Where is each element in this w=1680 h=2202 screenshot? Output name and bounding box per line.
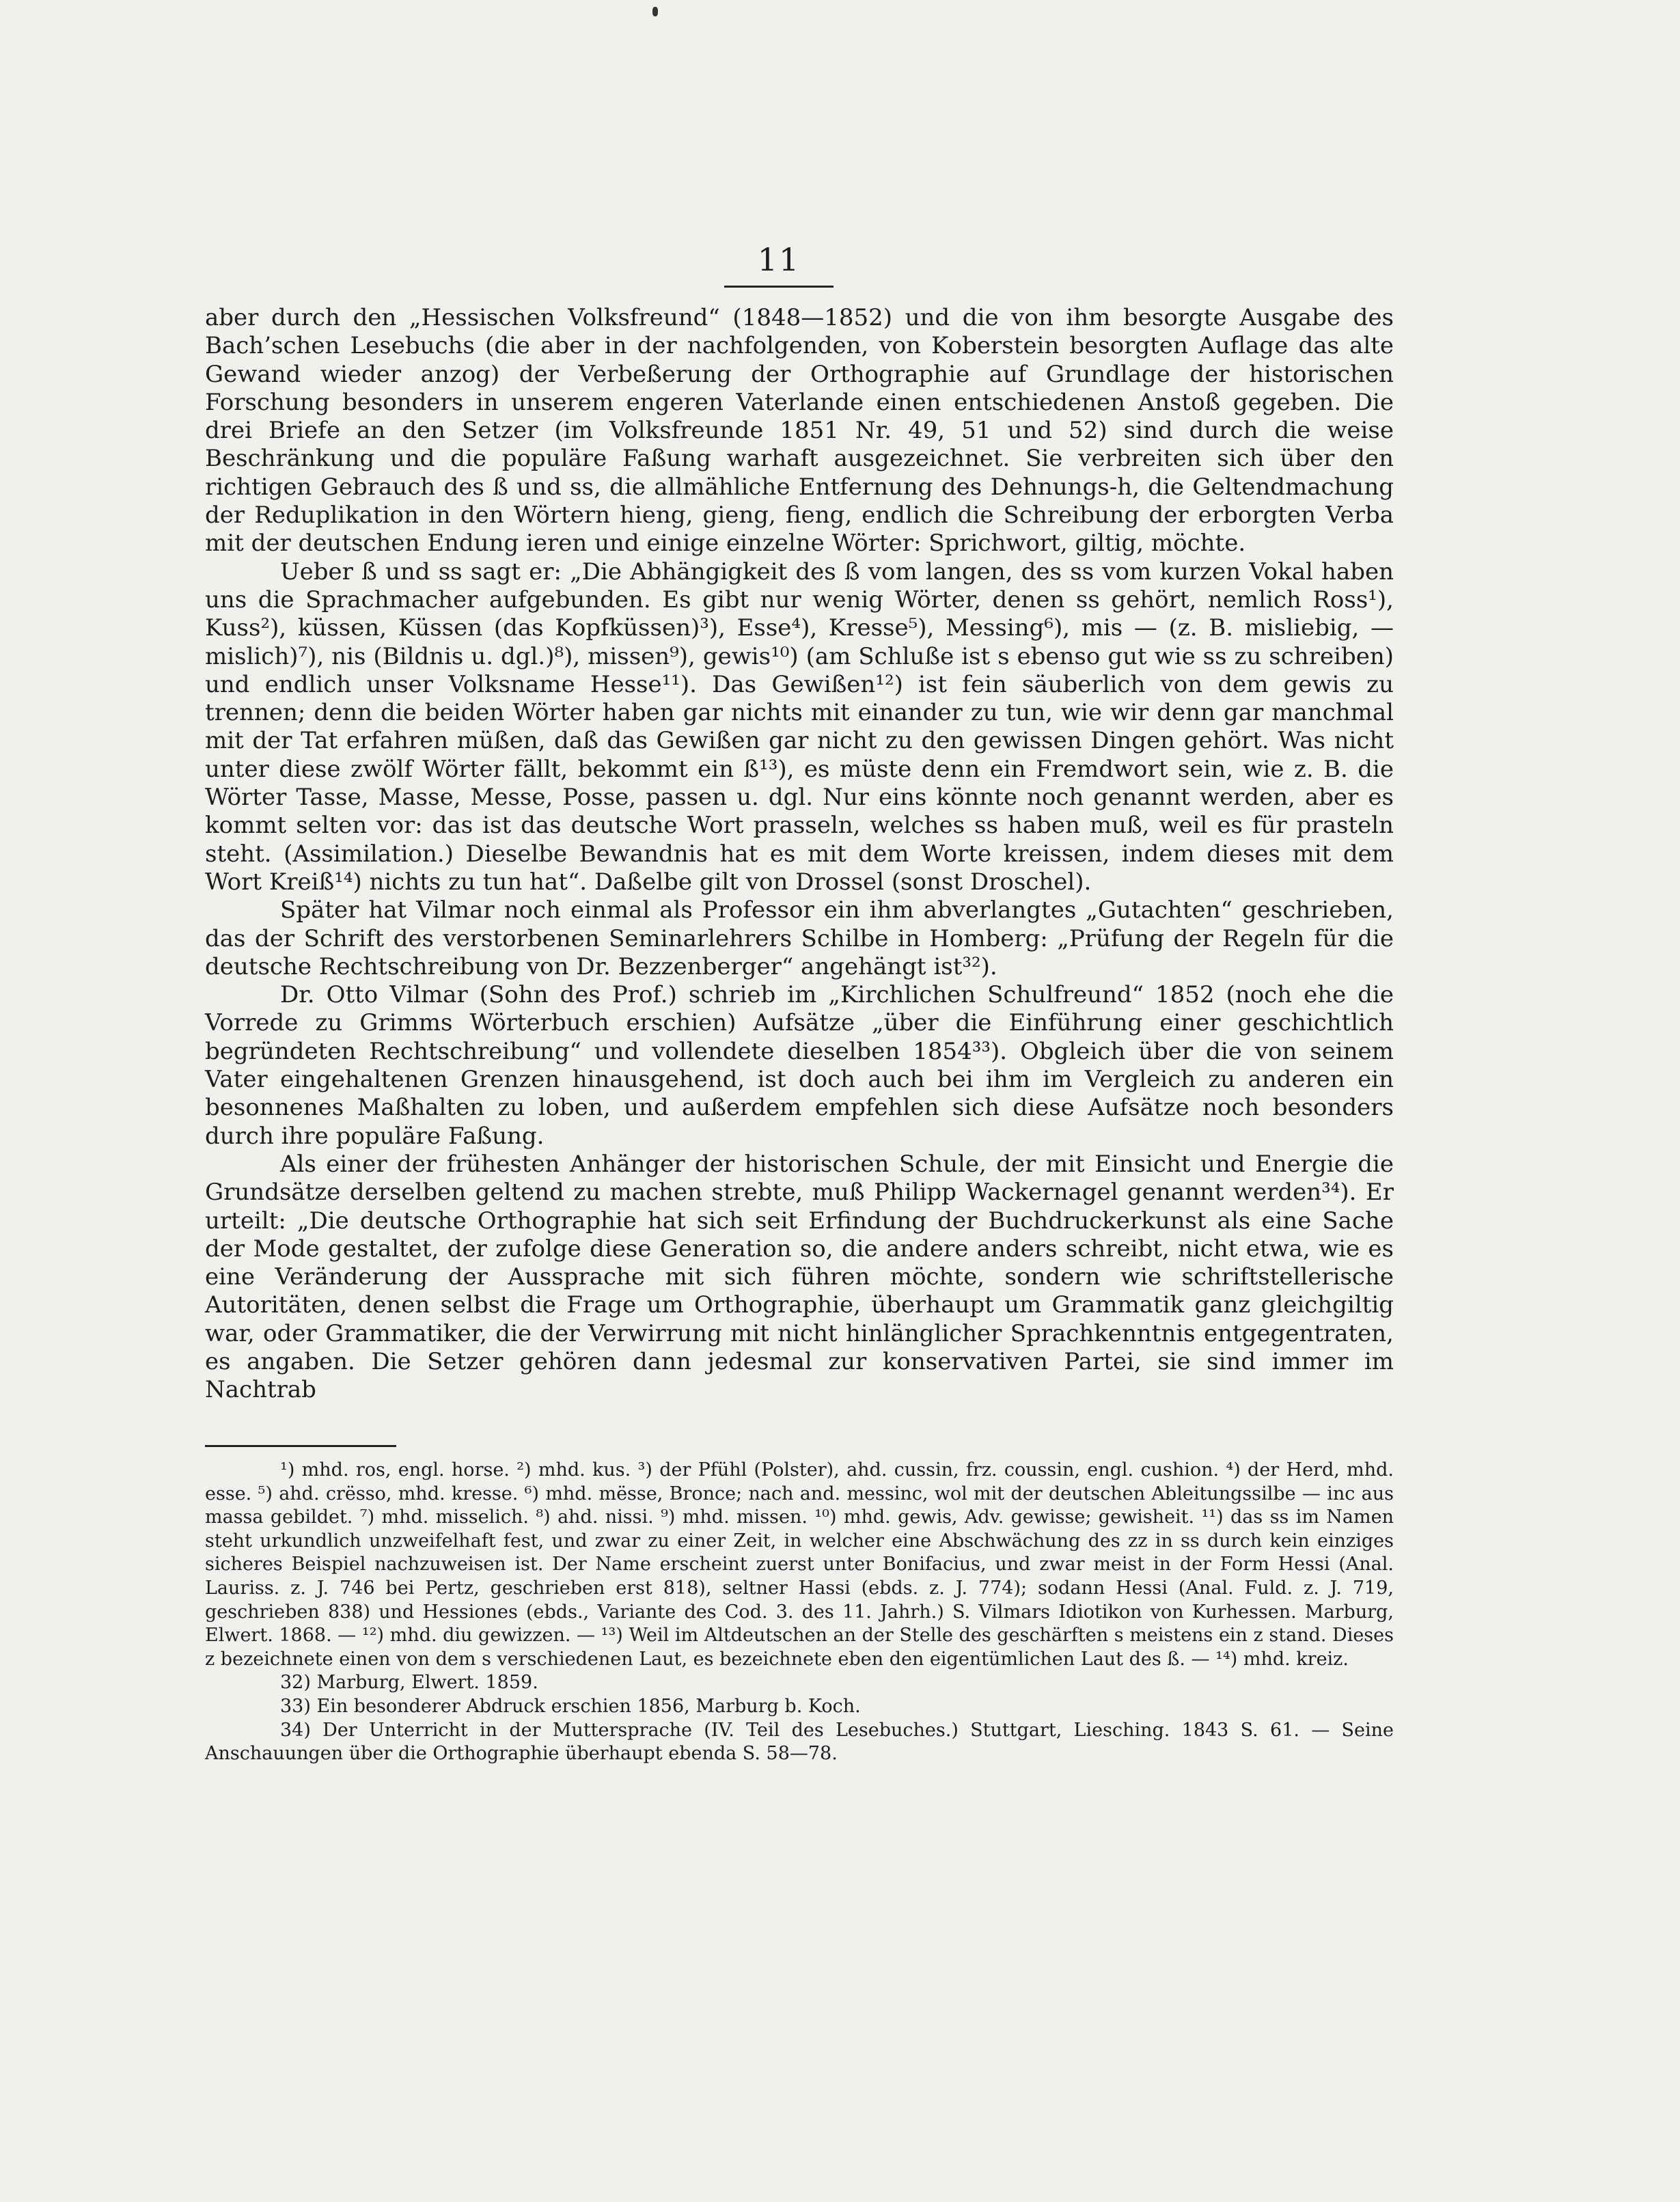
footnotes: [205, 1459, 1394, 1766]
footnote-32: 32) Marburg, Elwert. 1859.: [280, 1672, 538, 1694]
page-number: 11: [757, 241, 801, 278]
ink-speck: [652, 7, 658, 16]
paragraph-3: Später hat Vilmar noch einmal als Professor ein ihm abverlangtes „Gutachten“ geschrieben, das der Schrift des verstorbenen Seminarlehrers Schilbe in Homberg: „Prüfung der Regeln für die deutsche Rechtschreibung von Dr. Bezzenberger“ angehängt ist³²).: [205, 896, 1394, 980]
paragraph-4: Dr. Otto Vilmar (Sohn des Prof.) schrieb im „Kirchlichen Schulfreund“ 1852 (noch ehe die Vorrede zu Grimms Wörterbuch erschien) Aufsätze „über die Einführung einer geschichtlich begründeten Rechtschreibung“ und vollendete dieselben 1854³³). Obgleich über die von seinem Vater eingehaltenen Grenzen hinausgehend, ist doch auch bei ihm im Vergleich zu anderen ein besonnenes Maßhalten zu loben, und außerdem empfehlen sich diese Aufsätze noch besonders durch ihre populäre Faßung.: [205, 981, 1394, 1150]
footnote-block-1-14: ¹) mhd. ros, engl. horse. ²) mhd. kus. ³) der Pfühl (Polster), ahd. cussin, frz. coussin, engl. cushion. ⁴) der Herd, mhd. esse. ⁵) ahd. crësso, mhd. kresse. ⁶) mhd. mësse, Bronce; nach and. messinc, wol mit der deutschen Ableitungssilbe — inc aus massa gebildet. ⁷) mhd. misselich. ⁸) ahd. nissi. ⁹) mhd. missen. ¹⁰) mhd. gewis, Adv. gewisse; gewisheit. ¹¹) das ss im Namen steht urkundlich unzweifelhaft fest, und zwar zu einer Zeit, in welcher eine Abschwächung des zz in ss durch kein einziges sicheres Beispiel nachzuweisen ist. Der Name erscheint zuerst unter Bonifacius, und zwar meist in der Form Hessi (Anal. Lauriss. z. J. 746 bei Pertz, geschrieben erst 818), seltner Hassi (ebds. z. J. 774); sodann Hessi (Anal. Fuld. z. J. 719, geschrieben 838) und Hessiones (ebds., Variante des Cod. 3. des 11. Jahrh.) S. Vilmars Idiotikon von Kurhessen. Marburg, Elwert. 1868. — ¹²) mhd. diu gewizzen. — ¹³) Weil im Altdeutschen an der Stelle des geschärften s meistens ein z stand. Dieses z bezeichnete einen von dem s verschiedenen Laut, es bezeichnete eben den eigentümlichen Laut des ß. — ¹⁴) mhd. kreiz.: [205, 1459, 1394, 1670]
footnote-separator: [205, 1445, 396, 1447]
footnote-34: 34) Der Unterricht in der Muttersprache (IV. Teil des Lesebuches.) Stuttgart, Liesching. 1843 S. 61. — Seine Anschauungen über die Orthographie überhaupt ebenda S. 58—78.: [205, 1719, 1394, 1765]
page-number-rule: [724, 286, 834, 288]
paragraph-5: Als einer der frühesten Anhänger der historischen Schule, der mit Einsicht und Energie die Grundsätze derselben geltend zu machen strebte, muß Philipp Wackernagel genannt werden³⁴). Er urteilt: „Die deutsche Orthographie hat sich seit Erfindung der Buchdruckerkunst als eine Sache der Mode gestaltet, der zufolge diese Generation so, die andere anders schreibt, nicht etwa, wie es eine Veränderung der Aussprache mit sich führen möchte, sondern wie schriftstellerische Autoritäten, denen selbst die Frage um Orthographie, überhaupt um Grammatik ganz gleichgiltig war, oder Grammatiker, die der Verwirrung mit nicht hinlänglicher Sprachkenntnis entgegentraten, es angaben. Die Setzer gehören dann jedesmal zur konservativen Partei, sie sind immer im Nachtrab: [205, 1150, 1394, 1404]
main-text: [205, 304, 1394, 1405]
paragraph-1: aber durch den „Hessischen Volksfreund“ (1848—1852) und die von ihm besorgte Ausgabe des Bach’schen Lesebuchs (die aber in der nachfolgenden, von Koberstein besorgten Auflage das alte Gewand wieder anzog) der Verbeßerung der Orthographie auf Grundlage der historischen Forschung besonders in unserem engeren Vaterlande einen entschiedenen Anstoß gegeben. Die drei Briefe an den Setzer (im Volksfreunde 1851 Nr. 49, 51 und 52) sind durch die weise Beschränkung und die populäre Faßung warhaft ausgezeichnet. Sie verbreiten sich über den richtigen Gebrauch des ß und ss, die allmähliche Entfernung des Dehnungs-h, die Geltendmachung der Reduplikation in den Wörtern hieng, gieng, fieng, endlich die Schreibung der erborgten Verba mit der deutschen Endung ieren und einige einzelne Wörter: Sprichwort, giltig, möchte.: [205, 304, 1394, 558]
footnote-33: 33) Ein besonderer Abdruck erschien 1856, Marburg b. Koch.: [280, 1695, 861, 1717]
paragraph-2: Ueber ß und ss sagt er: „Die Abhängigkeit des ß vom langen, des ss vom kurzen Vokal haben uns die Sprachmacher aufgebunden. Es gibt nur wenig Wörter, denen ss gehört, nemlich Ross¹), Kuss²), küssen, Küssen (das Kopfküssen)³), Esse⁴), Kresse⁵), Messing⁶), mis — (z. B. misliebig, — mislich)⁷), nis (Bildnis u. dgl.)⁸), missen⁹), gewis¹⁰) (am Schluße ist s ebenso gut wie ss zu schreiben) und endlich unser Volksname Hesse¹¹). Das Gewißen¹²) ist fein säuberlich von dem gewis zu trennen; denn die beiden Wörter haben gar nichts mit einander zu tun, wie wir denn gar manchmal mit der Tat erfahren müßen, daß das Gewißen gar nicht zu den gewissen Dingen gehört. Was nicht unter diese zwölf Wörter fällt, bekommt ein ß¹³), es müste denn ein Fremdwort sein, wie z. B. die Wörter Tasse, Masse, Messe, Posse, passen u. dgl. Nur eins könnte noch genannt werden, aber es kommt selten vor: das ist das deutsche Wort prasseln, welches ss haben muß, weil es für prasteln steht. (Assimilation.) Dieselbe Bewandnis hat es mit dem Worte kreissen, indem dieses mit dem Wort Kreiß¹⁴) nichts zu tun hat“. Daßelbe gilt von Drossel (sonst Droschel).: [205, 558, 1394, 896]
